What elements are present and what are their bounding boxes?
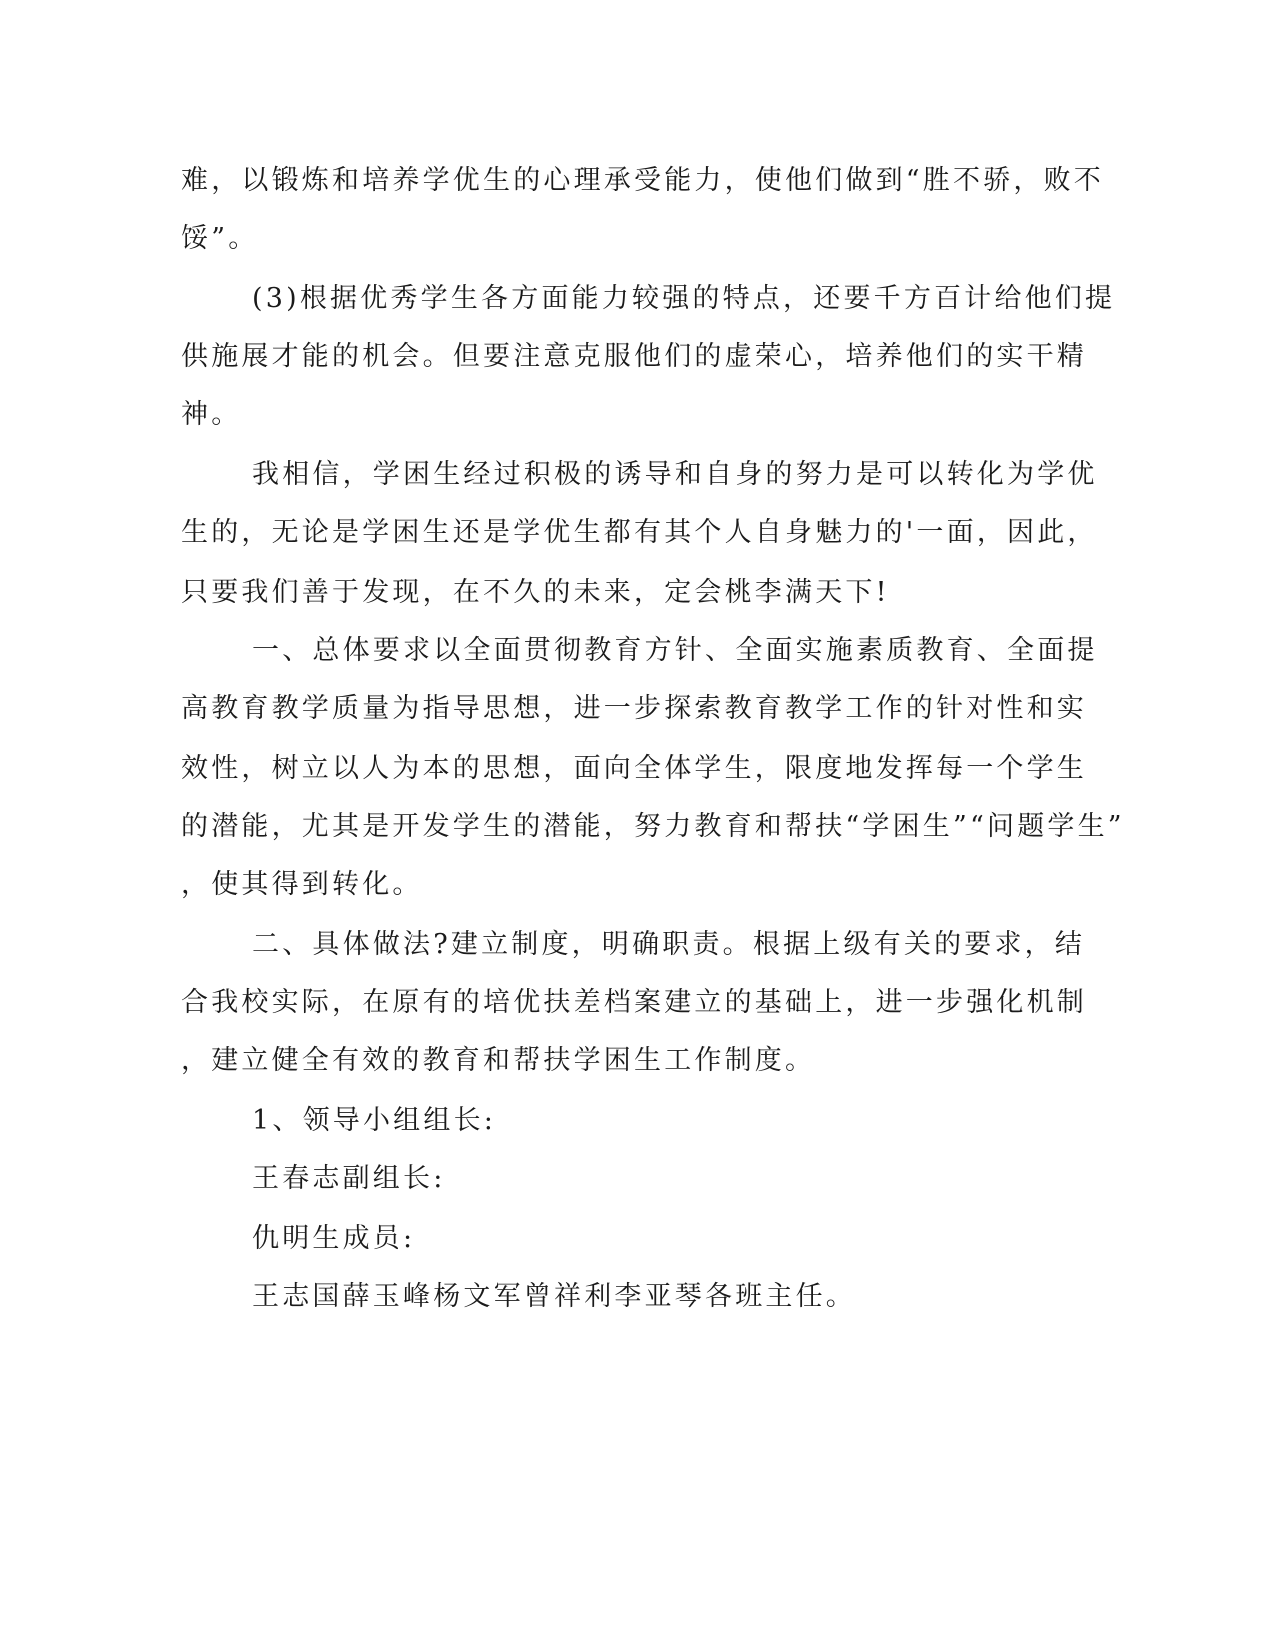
text-line-3: (3)根据优秀学生各方面能力较强的特点，还要千方百计给他们提 <box>252 283 1116 314</box>
text-line-20: 王志国薛玉峰杨文军曾祥利李亚琴各班主任。 <box>252 1281 856 1312</box>
text-line-1: 难，以锻炼和培养学优生的心理承受能力，使他们做到“胜不骄，败不 <box>181 165 1105 196</box>
text-line-2: 馁”。 <box>181 223 259 254</box>
text-line-17: 1、领导小组组长: <box>252 1105 497 1136</box>
text-line-11: 效性，树立以人为本的思想，面向全体学生，限度地发挥每一个学生 <box>181 753 1087 784</box>
text-line-14: 二、具体做法?建立制度，明确职责。根据上级有关的要求，结 <box>252 929 1086 960</box>
text-line-10: 高教育教学质量为指导思想，进一步探索教育教学工作的针对性和实 <box>181 693 1087 724</box>
text-line-7: 生的，无论是学困生还是学优生都有其个人自身魅力的'一面，因此， <box>181 517 1098 548</box>
text-line-4: 供施展才能的机会。但要注意克服他们的虚荣心，培养他们的实干精 <box>181 341 1087 372</box>
text-line-8: 只要我们善于发现，在不久的未来，定会桃李满天下! <box>181 577 890 608</box>
text-line-5: 神。 <box>181 399 242 430</box>
text-line-18: 王春志副组长: <box>252 1163 446 1194</box>
text-line-19: 仇明生成员: <box>252 1223 416 1254</box>
text-line-16: ，建立健全有效的教育和帮扶学困生工作制度。 <box>181 1045 816 1076</box>
text-line-15: 合我校实际，在原有的培优扶差档案建立的基础上，进一步强化机制 <box>181 987 1087 1018</box>
text-line-6: 我相信，学困生经过积极的诱导和自身的努力是可以转化为学优 <box>252 459 1098 490</box>
text-line-12: 的潜能，尤其是开发学生的潜能，努力教育和帮扶“学困生”“问题学生” <box>181 811 1125 842</box>
text-line-9: 一、总体要求以全面贯彻教育方针、全面实施素质教育、全面提 <box>252 635 1098 666</box>
text-line-13: ，使其得到转化。 <box>181 869 423 900</box>
